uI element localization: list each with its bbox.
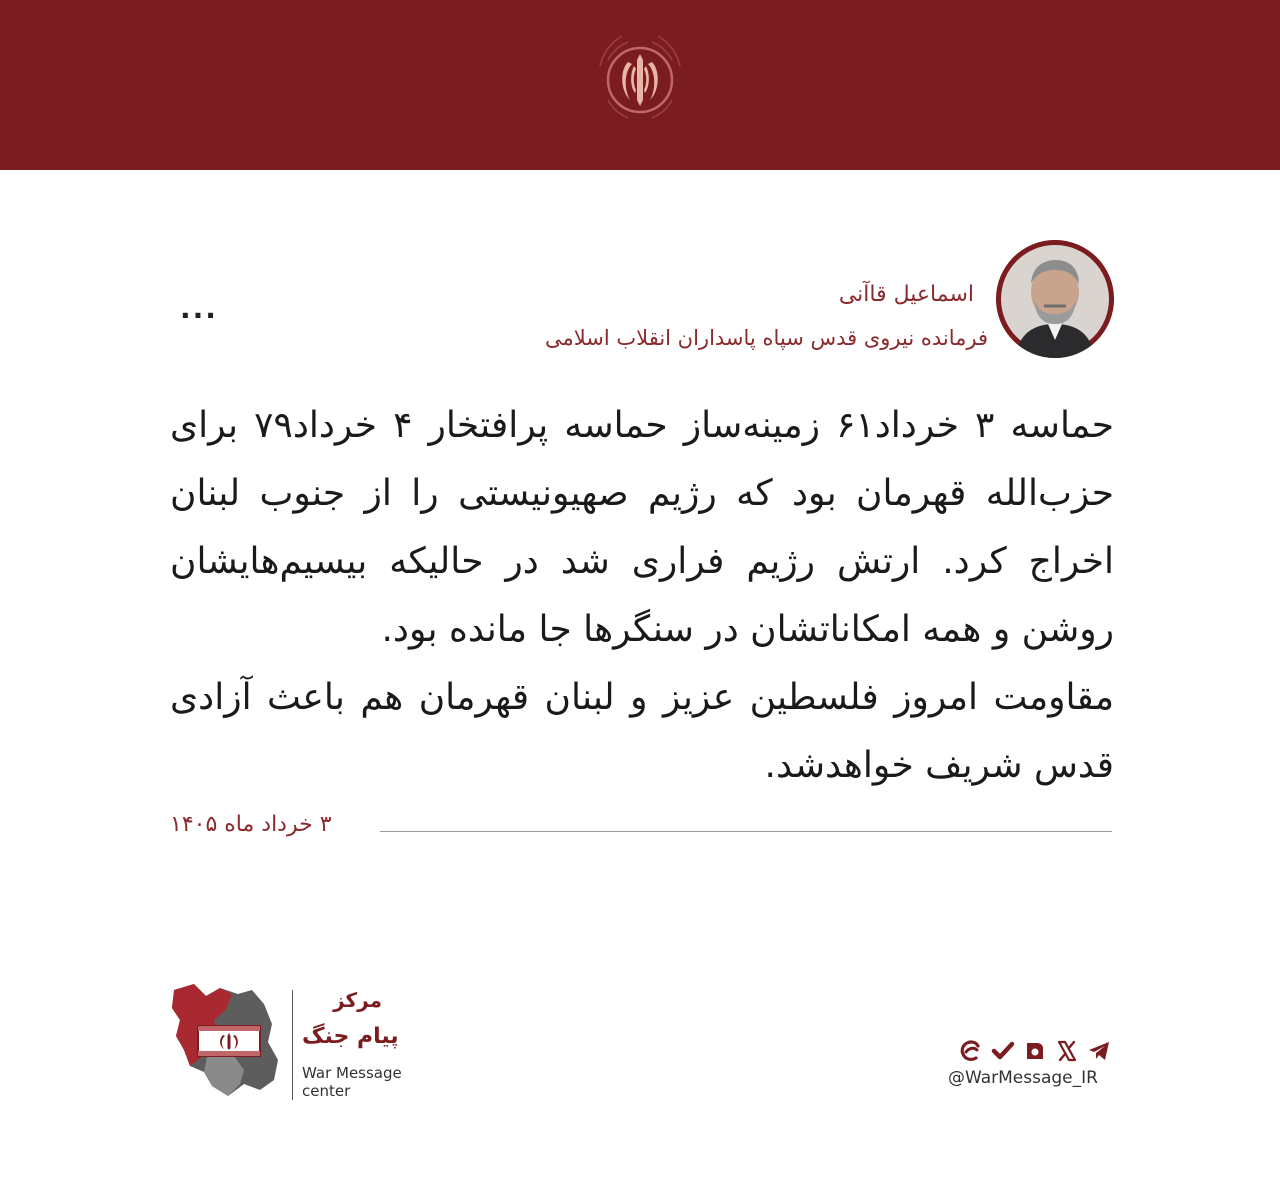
divider (380, 831, 1112, 832)
telegram-icon[interactable] (1086, 1038, 1112, 1064)
quote-line: حماسه ۳ خرداد۶۱ زمینه‌ساز حماسه پرافتخار ۴ خرداد۷۹ برای (170, 405, 1114, 446)
author-avatar (996, 240, 1114, 358)
logo-title-en-line2: center (302, 1082, 351, 1100)
quote-line: قدس شریف خواهدشد. (764, 745, 1114, 786)
social-links (946, 1036, 1112, 1066)
iran-emblem-icon (590, 30, 690, 130)
more-options-button[interactable]: ... (180, 292, 218, 325)
bale-icon[interactable] (1022, 1038, 1048, 1064)
quote-line: اخراج کرد. ارتش رژیم فراری شد در حالیکه بیسیم‌هایشان (170, 541, 1114, 582)
author-name: اسماعیل قاآنی (838, 282, 974, 307)
quote-line: مقاومت امروز فلسطین عزیز و لبنان قهرمان هم باعث آزادی (170, 677, 1114, 718)
social-handle[interactable]: @WarMessage_IR (948, 1068, 1098, 1088)
logo-divider (292, 990, 293, 1100)
date-row (170, 810, 1112, 850)
eitaa-icon[interactable] (958, 1038, 984, 1064)
author-title: فرمانده نیروی قدس سپاه پاسداران انقلاب اسلامی (545, 326, 988, 350)
quote-body (170, 392, 1114, 800)
logo-title-fa-line2: پیام جنگ (302, 1024, 399, 1049)
soroush-icon[interactable] (990, 1038, 1016, 1064)
header-bar (0, 0, 1280, 170)
quote-line: حزب‌الله قهرمان بود که رژیم صهیونیستی را از جنوب لبنان (170, 473, 1114, 514)
logo-title-fa-line1: مرکز (333, 988, 382, 1012)
logo-title-en-line1: War Message (302, 1064, 402, 1082)
x-icon[interactable] (1054, 1038, 1080, 1064)
quote-line: روشن و همه امکاناتشان در سنگرها جا مانده بود. (381, 609, 1114, 650)
post-date: ۳ خرداد ماه ۱۴۰۵ (170, 812, 332, 837)
iran-map-logo-icon (168, 980, 286, 1108)
